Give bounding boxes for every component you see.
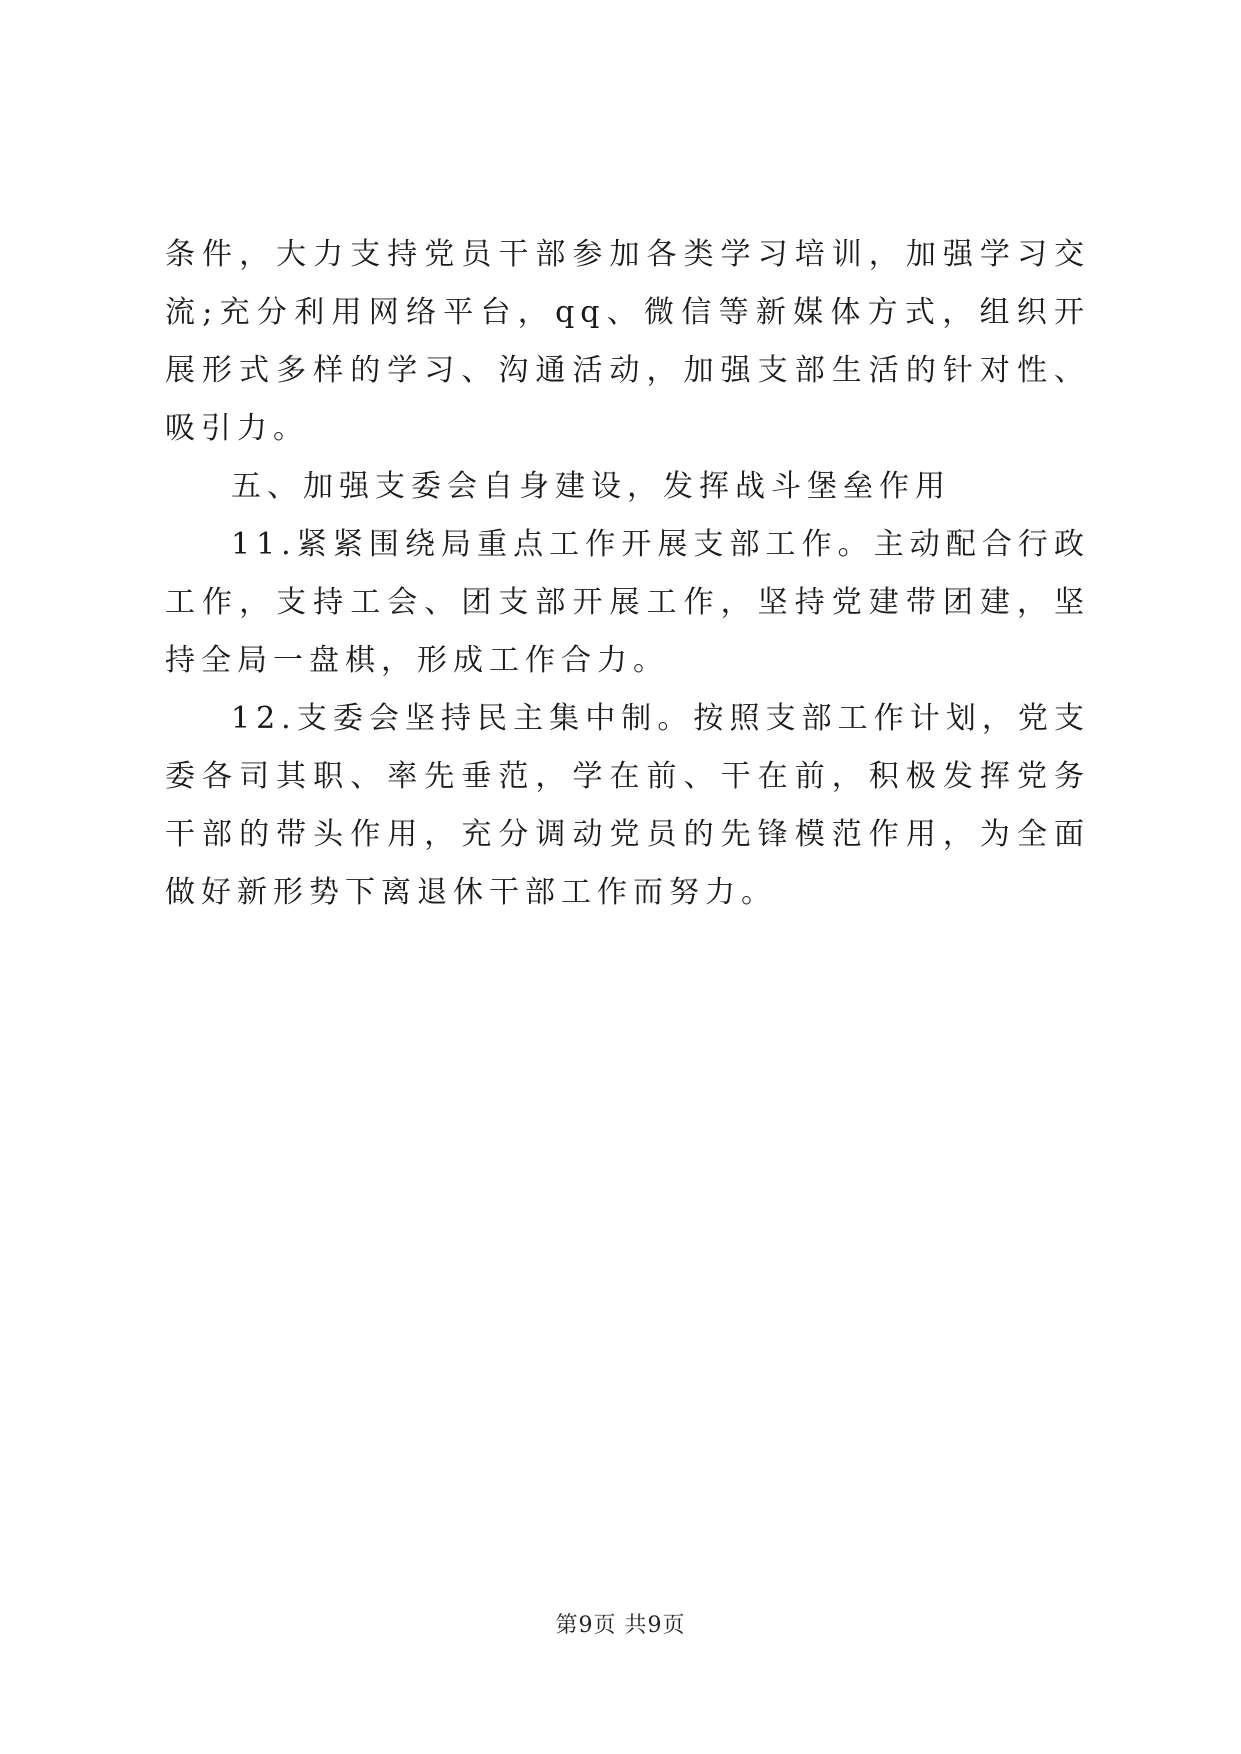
paragraph-item-12: 12.支委会坚持民主集中制。按照支部工作计划，党支委各司其职、率先垂范，学在前、干在前，积极发挥党务干部的带头作用，充分调动党员的先锋模范作用，为全面做好新形势下离退休干部工作而努力。	[165, 701, 1090, 910]
document-body	[165, 226, 1090, 922]
paragraph-continuation: 条件，大力支持党员干部参加各类学习培训，加强学习交流;充分利用网络平台，qq、微信等新媒体方式，组织开展形式多样的学习、沟通活动，加强支部生活的针对性、吸引力。	[165, 237, 1090, 446]
section-heading-five: 五、加强支委会自身建设，发挥战斗堡垒作用	[231, 469, 951, 504]
page-footer: 第9页 共9页	[555, 1613, 686, 1638]
paragraph-item-11: 11.紧紧围绕局重点工作开展支部工作。主动配合行政工作，支持工会、团支部开展工作，坚持党建带团建，坚持全局一盘棋，形成工作合力。	[165, 527, 1090, 678]
